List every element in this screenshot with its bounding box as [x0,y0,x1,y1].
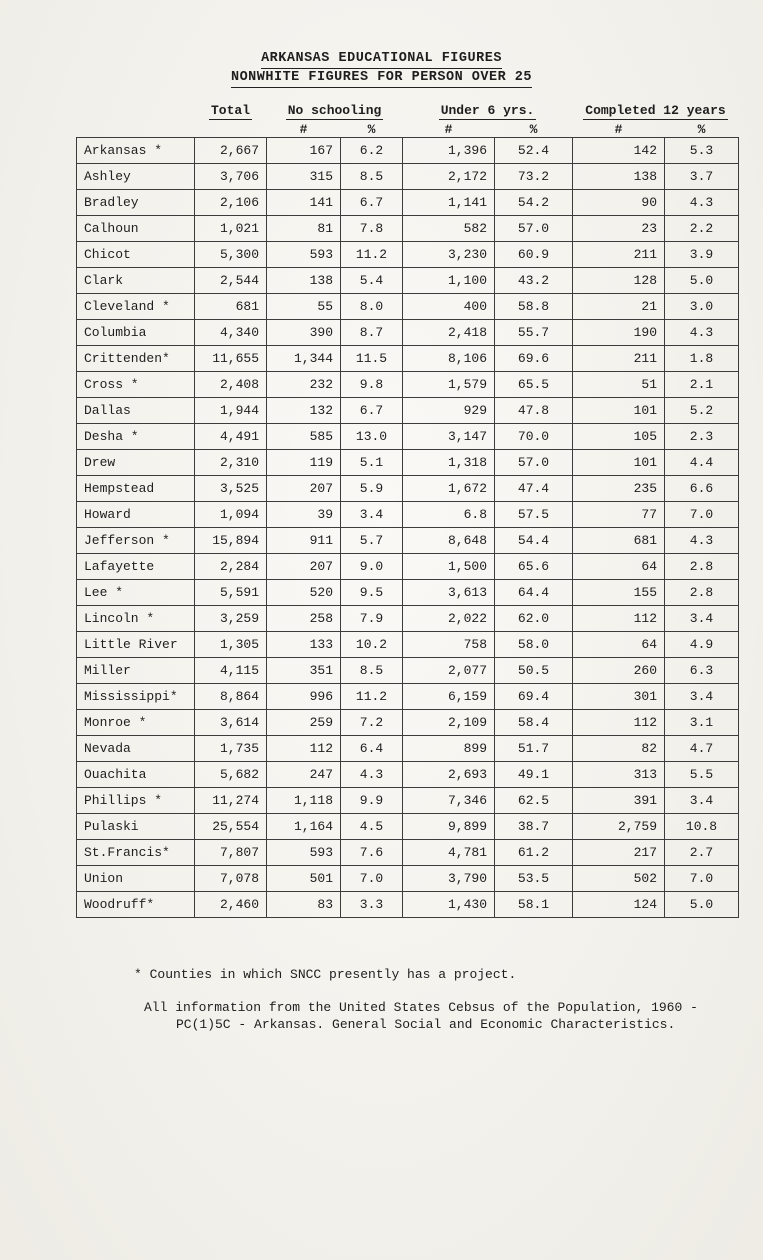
header-under-6-yrs: Under 6 yrs. [440,103,535,118]
county-cell: Bradley [77,190,195,216]
value-cell: 9.0 [341,554,403,580]
table-row [77,762,739,788]
value-cell: 7.9 [341,606,403,632]
value-cell: 4.3 [341,762,403,788]
value-cell: 58.4 [495,710,573,736]
value-cell: 65.6 [495,554,573,580]
document-title-line1: ARKANSAS EDUCATIONAL FIGURES [261,50,502,69]
value-cell: 235 [573,476,665,502]
value-cell: 315 [267,164,341,190]
county-cell: Arkansas * [77,138,195,164]
value-cell: 2,106 [195,190,267,216]
value-cell: 7.0 [341,866,403,892]
value-cell: 124 [573,892,665,918]
value-cell: 2,022 [403,606,495,632]
header-no-schooling: No schooling [287,103,382,118]
value-cell: 112 [267,736,341,762]
value-cell: 1,118 [267,788,341,814]
county-cell: Crittenden* [77,346,195,372]
value-cell: 54.2 [495,190,573,216]
value-cell: 11.2 [341,684,403,710]
value-cell: 3,230 [403,242,495,268]
value-cell: 138 [267,268,341,294]
value-cell: 1,735 [195,736,267,762]
table-header [77,100,739,138]
value-cell: 2,077 [403,658,495,684]
table-row [77,138,739,164]
value-cell: 11,655 [195,346,267,372]
value-cell: 1,430 [403,892,495,918]
value-cell: 5.3 [665,138,739,164]
value-cell: 11.5 [341,346,403,372]
value-cell: 207 [267,554,341,580]
table-row [77,190,739,216]
value-cell: 8.5 [341,658,403,684]
table-header-groups [77,100,739,120]
value-cell: 4,115 [195,658,267,684]
value-cell: 3.0 [665,294,739,320]
value-cell: 681 [573,528,665,554]
value-cell: 8.0 [341,294,403,320]
value-cell: 2.8 [665,554,739,580]
value-cell: 50.5 [495,658,573,684]
value-cell: 4,491 [195,424,267,450]
value-cell: 3.9 [665,242,739,268]
value-cell: 313 [573,762,665,788]
value-cell: 5.5 [665,762,739,788]
county-cell: Miller [77,658,195,684]
table-header-subcolumns [77,120,739,138]
value-cell: 3.4 [665,684,739,710]
value-cell: 57.0 [495,450,573,476]
value-cell: 155 [573,580,665,606]
value-cell: 7.0 [665,866,739,892]
subheader-u6-percent: % [529,122,538,137]
value-cell: 1,579 [403,372,495,398]
value-cell: 1,500 [403,554,495,580]
value-cell: 55.7 [495,320,573,346]
value-cell: 3,613 [403,580,495,606]
value-cell: 5,300 [195,242,267,268]
value-cell: 62.5 [495,788,573,814]
value-cell: 681 [195,294,267,320]
value-cell: 3.4 [665,788,739,814]
value-cell: 6.3 [665,658,739,684]
table-row [77,424,739,450]
subheader-ns-number: # [299,122,308,137]
value-cell: 3,790 [403,866,495,892]
county-cell: Cross * [77,372,195,398]
county-cell: Columbia [77,320,195,346]
value-cell: 112 [573,606,665,632]
value-cell: 6.4 [341,736,403,762]
value-cell: 8,648 [403,528,495,554]
value-cell: 60.9 [495,242,573,268]
table-body [77,138,739,918]
value-cell: 3.3 [341,892,403,918]
value-cell: 390 [267,320,341,346]
value-cell: 62.0 [495,606,573,632]
value-cell: 119 [267,450,341,476]
value-cell: 128 [573,268,665,294]
value-cell: 2,460 [195,892,267,918]
value-cell: 4.3 [665,320,739,346]
table-row [77,892,739,918]
value-cell: 101 [573,450,665,476]
county-cell: Dallas [77,398,195,424]
table-row [77,242,739,268]
value-cell: 6,159 [403,684,495,710]
subheader-c12-percent: % [697,122,706,137]
value-cell: 4,781 [403,840,495,866]
value-cell: 4.5 [341,814,403,840]
value-cell: 133 [267,632,341,658]
value-cell: 11.2 [341,242,403,268]
value-cell: 9.5 [341,580,403,606]
value-cell: 2,408 [195,372,267,398]
value-cell: 1,344 [267,346,341,372]
value-cell: 7,078 [195,866,267,892]
table-row [77,346,739,372]
value-cell: 3.1 [665,710,739,736]
county-cell: Lafayette [77,554,195,580]
value-cell: 4.7 [665,736,739,762]
table-row [77,814,739,840]
value-cell: 996 [267,684,341,710]
value-cell: 2,544 [195,268,267,294]
value-cell: 15,894 [195,528,267,554]
value-cell: 1,094 [195,502,267,528]
value-cell: 43.2 [495,268,573,294]
value-cell: 51.7 [495,736,573,762]
value-cell: 21 [573,294,665,320]
table-row [77,632,739,658]
value-cell: 259 [267,710,341,736]
subheader-spacer [195,120,267,138]
value-cell: 6.7 [341,190,403,216]
value-cell: 52.4 [495,138,573,164]
value-cell: 585 [267,424,341,450]
value-cell: 6.6 [665,476,739,502]
value-cell: 57.5 [495,502,573,528]
table-row [77,866,739,892]
value-cell: 4.3 [665,528,739,554]
value-cell: 54.4 [495,528,573,554]
value-cell: 520 [267,580,341,606]
value-cell: 64 [573,554,665,580]
value-cell: 23 [573,216,665,242]
table-row [77,320,739,346]
value-cell: 582 [403,216,495,242]
value-cell: 4,340 [195,320,267,346]
subheader-u6-number: # [444,122,453,137]
header-total: Total [210,103,250,118]
county-cell: Lincoln * [77,606,195,632]
header-county-spacer [77,100,195,120]
subheader-ns-percent: % [367,122,376,137]
value-cell: 3,147 [403,424,495,450]
table-row [77,684,739,710]
value-cell: 247 [267,762,341,788]
value-cell: 3.4 [341,502,403,528]
value-cell: 929 [403,398,495,424]
value-cell: 2,172 [403,164,495,190]
value-cell: 13.0 [341,424,403,450]
value-cell: 3.4 [665,606,739,632]
county-cell: Monroe * [77,710,195,736]
value-cell: 112 [573,710,665,736]
county-cell: Union [77,866,195,892]
county-cell: Nevada [77,736,195,762]
table-row [77,502,739,528]
value-cell: 8.5 [341,164,403,190]
value-cell: 57.0 [495,216,573,242]
value-cell: 5.9 [341,476,403,502]
value-cell: 593 [267,242,341,268]
county-cell: Woodruff* [77,892,195,918]
value-cell: 2.7 [665,840,739,866]
value-cell: 55 [267,294,341,320]
footnote-source-line1: All information from the United States Cebsus of the Population, 1960 - [144,1000,698,1015]
value-cell: 2.2 [665,216,739,242]
table-row [77,736,739,762]
value-cell: 2,418 [403,320,495,346]
value-cell: 3,525 [195,476,267,502]
value-cell: 58.1 [495,892,573,918]
document-title-line2: NONWHITE FIGURES FOR PERSON OVER 25 [231,69,532,88]
value-cell: 69.6 [495,346,573,372]
county-cell: Lee * [77,580,195,606]
value-cell: 301 [573,684,665,710]
county-cell: Drew [77,450,195,476]
header-completed-12-years: Completed 12 years [585,103,726,118]
table-row [77,606,739,632]
footnotes [0,966,763,1033]
value-cell: 400 [403,294,495,320]
value-cell: 3,614 [195,710,267,736]
value-cell: 141 [267,190,341,216]
value-cell: 167 [267,138,341,164]
value-cell: 7,807 [195,840,267,866]
value-cell: 207 [267,476,341,502]
value-cell: 47.4 [495,476,573,502]
value-cell: 501 [267,866,341,892]
value-cell: 502 [573,866,665,892]
county-cell: Calhoun [77,216,195,242]
value-cell: 9,899 [403,814,495,840]
value-cell: 1,318 [403,450,495,476]
value-cell: 8.7 [341,320,403,346]
value-cell: 7.8 [341,216,403,242]
subheader-c12-number: # [614,122,623,137]
county-cell: Cleveland * [77,294,195,320]
value-cell: 4.3 [665,190,739,216]
table-row [77,216,739,242]
value-cell: 6.8 [403,502,495,528]
value-cell: 1,100 [403,268,495,294]
value-cell: 77 [573,502,665,528]
value-cell: 2,693 [403,762,495,788]
value-cell: 58.0 [495,632,573,658]
value-cell: 1,164 [267,814,341,840]
value-cell: 101 [573,398,665,424]
value-cell: 2.3 [665,424,739,450]
value-cell: 105 [573,424,665,450]
county-cell: Jefferson * [77,528,195,554]
table-row [77,268,739,294]
value-cell: 90 [573,190,665,216]
value-cell: 3.7 [665,164,739,190]
county-cell: Chicot [77,242,195,268]
county-cell: Howard [77,502,195,528]
value-cell: 6.2 [341,138,403,164]
value-cell: 6.7 [341,398,403,424]
table-row [77,554,739,580]
value-cell: 758 [403,632,495,658]
value-cell: 911 [267,528,341,554]
value-cell: 9.9 [341,788,403,814]
county-cell: Phillips * [77,788,195,814]
value-cell: 142 [573,138,665,164]
value-cell: 2.8 [665,580,739,606]
value-cell: 4.9 [665,632,739,658]
table-row [77,476,739,502]
value-cell: 38.7 [495,814,573,840]
value-cell: 8,864 [195,684,267,710]
value-cell: 81 [267,216,341,242]
table-row [77,840,739,866]
county-cell: Mississippi* [77,684,195,710]
county-cell: Hempstead [77,476,195,502]
table-row [77,788,739,814]
value-cell: 83 [267,892,341,918]
value-cell: 132 [267,398,341,424]
value-cell: 211 [573,242,665,268]
value-cell: 2,284 [195,554,267,580]
value-cell: 1,396 [403,138,495,164]
value-cell: 7.2 [341,710,403,736]
value-cell: 5.0 [665,268,739,294]
value-cell: 2,310 [195,450,267,476]
value-cell: 2.1 [665,372,739,398]
table-row [77,710,739,736]
value-cell: 2,667 [195,138,267,164]
value-cell: 232 [267,372,341,398]
table-row [77,450,739,476]
county-cell: Desha * [77,424,195,450]
value-cell: 3,259 [195,606,267,632]
value-cell: 7.6 [341,840,403,866]
county-cell: Little River [77,632,195,658]
value-cell: 1,141 [403,190,495,216]
value-cell: 9.8 [341,372,403,398]
value-cell: 82 [573,736,665,762]
county-cell: St.Francis* [77,840,195,866]
value-cell: 190 [573,320,665,346]
value-cell: 5.4 [341,268,403,294]
value-cell: 5.7 [341,528,403,554]
value-cell: 2,759 [573,814,665,840]
table-row [77,528,739,554]
value-cell: 1,021 [195,216,267,242]
county-cell: Ouachita [77,762,195,788]
value-cell: 258 [267,606,341,632]
value-cell: 10.8 [665,814,739,840]
value-cell: 64 [573,632,665,658]
value-cell: 260 [573,658,665,684]
value-cell: 211 [573,346,665,372]
value-cell: 3,706 [195,164,267,190]
value-cell: 61.2 [495,840,573,866]
value-cell: 1.8 [665,346,739,372]
value-cell: 10.2 [341,632,403,658]
value-cell: 1,305 [195,632,267,658]
table-row [77,580,739,606]
value-cell: 7.0 [665,502,739,528]
value-cell: 899 [403,736,495,762]
value-cell: 65.5 [495,372,573,398]
footnote-sncc: * Counties in which SNCC presently has a project. [134,967,517,982]
value-cell: 5.0 [665,892,739,918]
footnote-source-line2: PC(1)5C - Arkansas. General Social and Economic Characteristics. [176,1017,676,1032]
value-cell: 64.4 [495,580,573,606]
table-row [77,658,739,684]
value-cell: 1,944 [195,398,267,424]
county-cell: Clark [77,268,195,294]
value-cell: 391 [573,788,665,814]
value-cell: 49.1 [495,762,573,788]
value-cell: 69.4 [495,684,573,710]
value-cell: 51 [573,372,665,398]
table-row [77,164,739,190]
county-cell: Pulaski [77,814,195,840]
table-row [77,398,739,424]
value-cell: 4.4 [665,450,739,476]
value-cell: 70.0 [495,424,573,450]
value-cell: 217 [573,840,665,866]
value-cell: 11,274 [195,788,267,814]
value-cell: 73.2 [495,164,573,190]
value-cell: 58.8 [495,294,573,320]
value-cell: 47.8 [495,398,573,424]
value-cell: 53.5 [495,866,573,892]
subheader-spacer [77,120,195,138]
county-cell: Ashley [77,164,195,190]
value-cell: 8,106 [403,346,495,372]
value-cell: 5.1 [341,450,403,476]
title-block [0,0,763,88]
value-cell: 7,346 [403,788,495,814]
value-cell: 593 [267,840,341,866]
table-row [77,372,739,398]
value-cell: 39 [267,502,341,528]
value-cell: 351 [267,658,341,684]
figures-table [76,100,739,918]
value-cell: 5,591 [195,580,267,606]
table-row [77,294,739,320]
value-cell: 1,672 [403,476,495,502]
value-cell: 5,682 [195,762,267,788]
value-cell: 5.2 [665,398,739,424]
value-cell: 2,109 [403,710,495,736]
value-cell: 25,554 [195,814,267,840]
value-cell: 138 [573,164,665,190]
